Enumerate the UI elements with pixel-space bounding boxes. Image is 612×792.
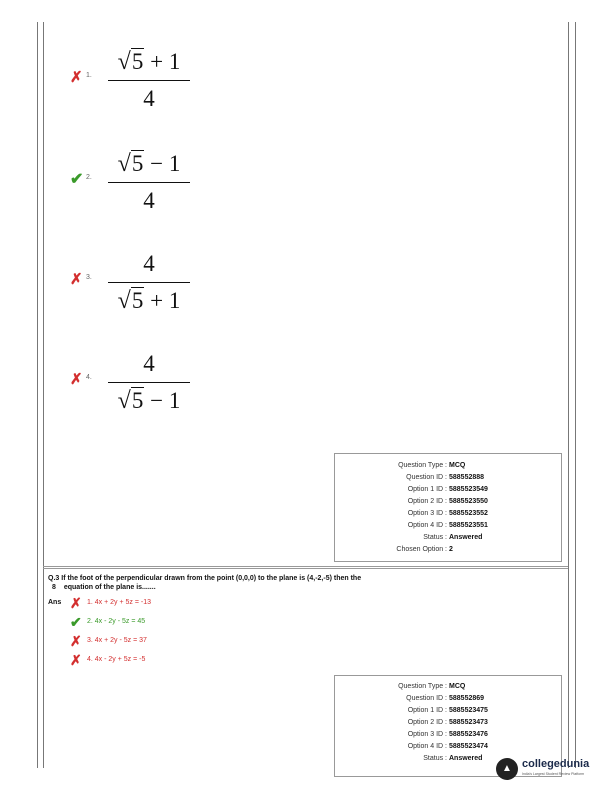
sqrt-expression (118, 150, 145, 178)
sqrt-icon: √ (117, 288, 131, 315)
fraction-bar (108, 382, 190, 383)
numerator (108, 48, 190, 76)
term: − 1 (144, 151, 181, 176)
info-value: 5885523550 (449, 498, 488, 505)
info-label: Option 3 ID : (407, 510, 447, 517)
question-text-line-2: equation of the plane is....... (63, 584, 156, 591)
info-label: Question ID : (406, 474, 447, 481)
info-value: Answered (449, 755, 483, 762)
info-value: MCQ (449, 683, 466, 690)
fraction (108, 350, 190, 415)
numerator (108, 150, 190, 178)
info-label: Option 2 ID : (407, 498, 447, 505)
info-value: 5885523473 (449, 719, 488, 726)
info-value: 5885523552 (449, 510, 488, 517)
info-value: 2 (449, 546, 453, 553)
info-value: 5885523474 (449, 743, 488, 750)
question-3-text (48, 574, 568, 592)
collegedunia-logo (496, 756, 604, 784)
denominator (108, 85, 190, 113)
cross-icon: ✗ (70, 633, 82, 649)
fraction (108, 250, 190, 315)
info-value: 5885523551 (449, 522, 488, 529)
fraction (108, 150, 190, 215)
sqrt-icon: √ (117, 49, 131, 75)
fraction-bar (108, 182, 190, 183)
info-value: 5885523549 (449, 486, 488, 493)
sqrt-expression (118, 48, 145, 76)
check-icon: ✔ (70, 171, 84, 188)
frame-left-outer (37, 22, 38, 768)
info-label: Question ID : (406, 695, 447, 702)
question-number: Q.3 (48, 575, 60, 582)
radicand: 5 (131, 388, 144, 414)
cross-icon: ✗ (70, 69, 83, 86)
question-text-line-1: If the foot of the perpendicular drawn from the point (0,0,0) to the plane is (4,-2,-5) then the (61, 575, 362, 582)
question-marks: 8 (52, 584, 56, 591)
cross-icon: ✗ (70, 271, 83, 288)
graduation-cap-icon: ▲ (496, 758, 518, 780)
term: 4 (143, 251, 155, 276)
denominator (108, 287, 190, 315)
frame-right-inner (568, 22, 569, 768)
option-number: 3. (86, 274, 92, 281)
answer-label: Ans (48, 599, 62, 606)
frame-right-outer (575, 22, 576, 768)
option-2: 2. 4x - 2y - 5z = 45 (87, 618, 146, 625)
option-number: 1. (86, 72, 92, 79)
fraction-bar (108, 282, 190, 283)
logo-tagline: India's Largest Student Review Platform (522, 772, 585, 776)
cross-icon: ✗ (70, 371, 83, 388)
section-divider (43, 568, 568, 569)
term: − 1 (144, 388, 181, 414)
sqrt-expression (118, 387, 145, 415)
sqrt-icon: √ (117, 388, 131, 415)
info-label: Option 3 ID : (407, 731, 447, 738)
info-label: Option 2 ID : (407, 719, 447, 726)
option-number: 2. (86, 174, 92, 181)
radicand: 5 (131, 151, 144, 176)
info-label: Question Type : (398, 462, 447, 469)
info-label: Chosen Option : (396, 546, 447, 553)
term: + 1 (144, 49, 181, 74)
info-value: Answered (449, 534, 483, 541)
info-value: 5885523476 (449, 731, 488, 738)
cross-icon: ✗ (70, 652, 82, 668)
numerator (108, 250, 190, 278)
info-label: Option 1 ID : (407, 486, 447, 493)
option-4: 4. 4x - 2y + 5z = -5 (87, 656, 146, 663)
option-number: 4. (86, 374, 92, 381)
check-icon: ✔ (70, 614, 82, 630)
term: 4 (143, 188, 155, 214)
logo-word: collegedunia (522, 758, 590, 770)
sqrt-expression (118, 287, 145, 315)
denominator (108, 387, 190, 415)
info-label: Option 1 ID : (407, 707, 447, 714)
term: 4 (143, 351, 155, 376)
frame-left-inner (43, 22, 44, 768)
info-value: 588552869 (449, 695, 485, 702)
denominator (108, 187, 190, 215)
info-value: 588552888 (449, 474, 485, 481)
section-divider (43, 566, 568, 567)
fraction (108, 48, 190, 113)
info-value: MCQ (449, 462, 466, 469)
cross-icon: ✗ (70, 595, 82, 611)
radicand: 5 (131, 288, 144, 314)
sqrt-icon: √ (117, 151, 131, 177)
option-3: 3. 4x + 2y - 5z = 37 (87, 637, 147, 644)
option-1: 1. 4x + 2y + 5z = -13 (87, 599, 152, 606)
fraction-bar (108, 80, 190, 81)
term: + 1 (144, 288, 181, 314)
info-value: 5885523475 (449, 707, 488, 714)
info-label: Status : (423, 534, 447, 541)
info-label: Option 4 ID : (407, 743, 447, 750)
term: 4 (143, 86, 155, 112)
info-label: Status : (423, 755, 447, 762)
radicand: 5 (131, 49, 144, 74)
info-label: Question Type : (398, 683, 447, 690)
info-label: Option 4 ID : (407, 522, 447, 529)
question-2-info-box (334, 453, 562, 562)
numerator (108, 350, 190, 378)
